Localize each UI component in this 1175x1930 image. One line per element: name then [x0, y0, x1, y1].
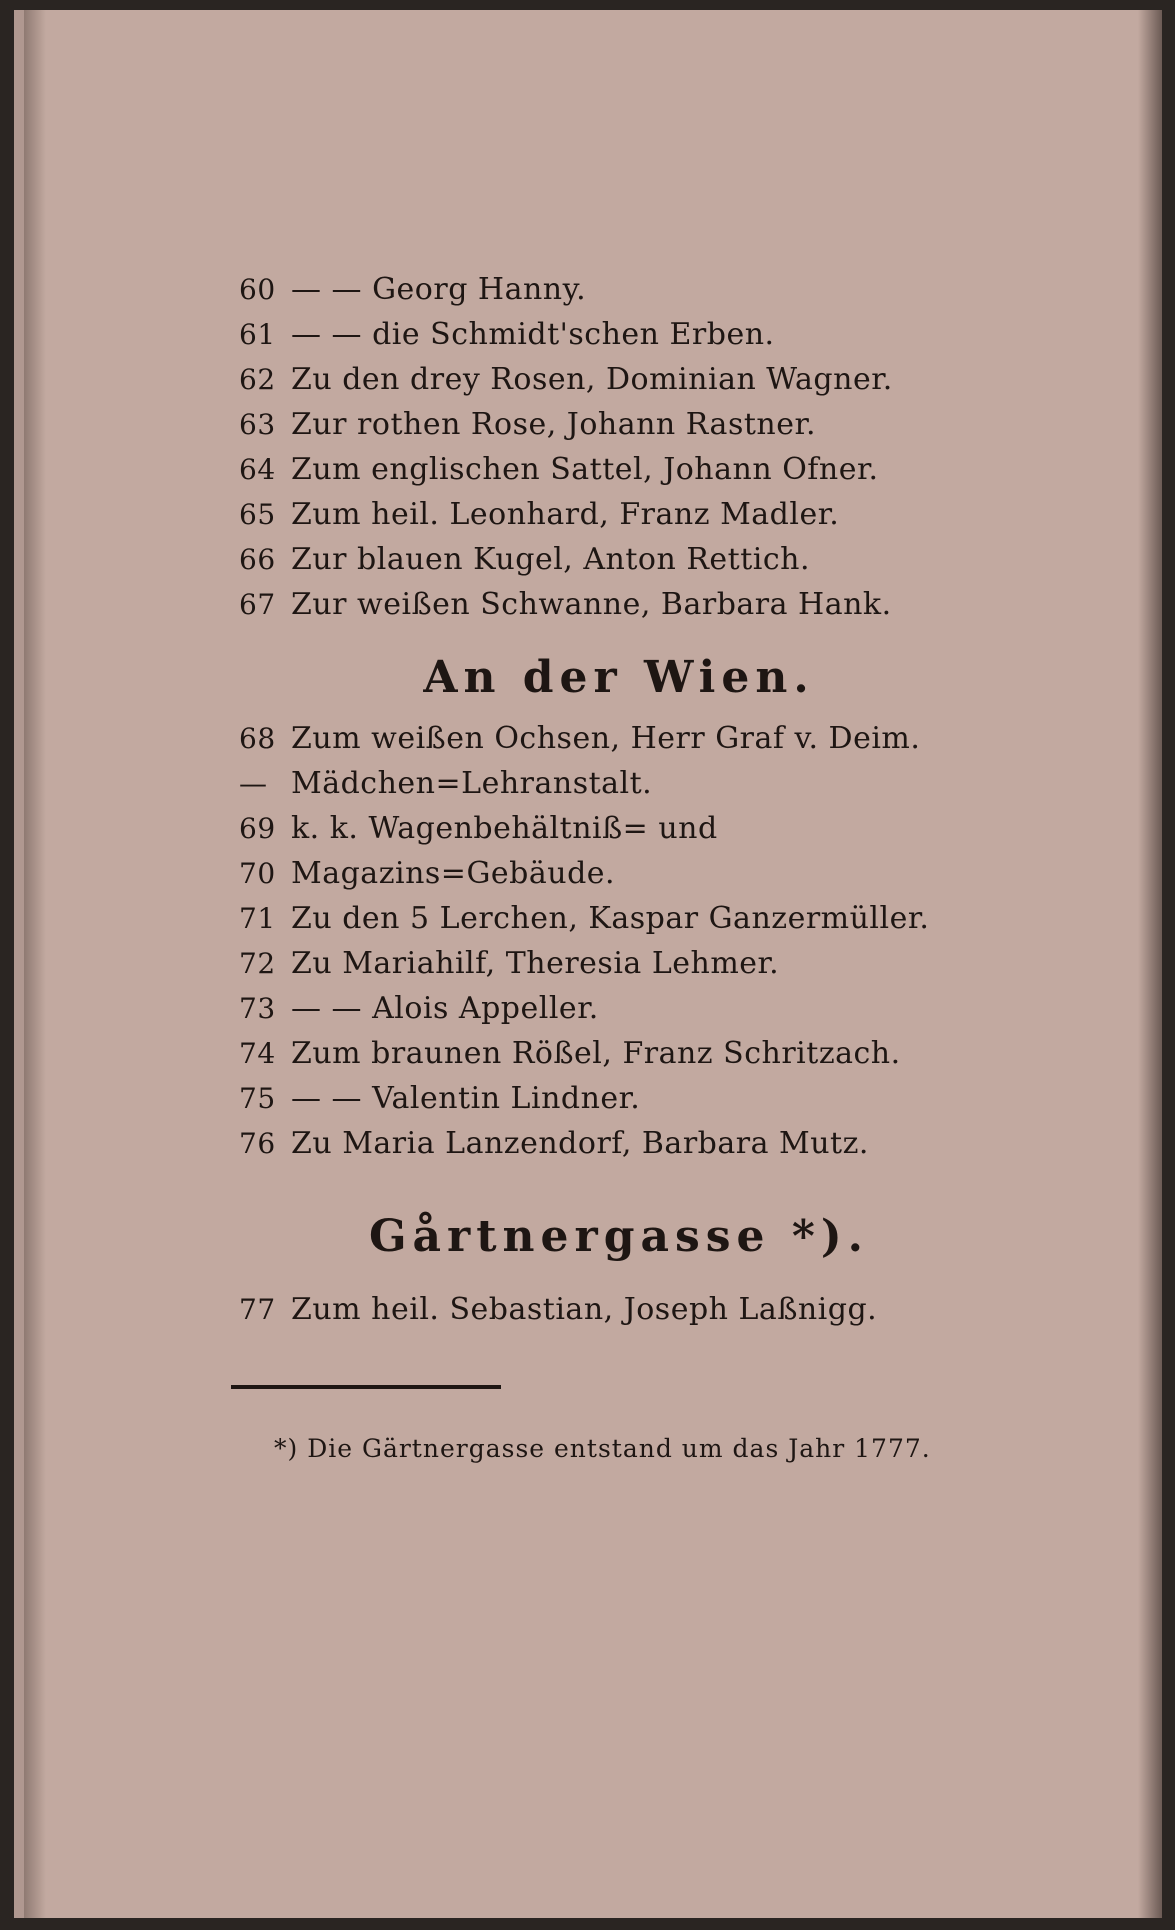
- entry-text: Zu den 5 Lerchen, Kaspar Ganzermüller.: [291, 901, 930, 936]
- list-item: [239, 407, 1059, 452]
- entry-number: 65: [239, 498, 276, 531]
- footnote-divider: [231, 1385, 501, 1389]
- entry-text: Zum englischen Sattel, Johann Ofner.: [291, 452, 879, 487]
- entry-number: 74: [239, 1037, 276, 1070]
- list-item: [239, 587, 1059, 632]
- list-item: [239, 766, 1059, 811]
- list-item: [239, 1292, 1059, 1337]
- entry-text: Mädchen=Lehranstalt.: [291, 766, 653, 801]
- entry-number: 68: [239, 722, 276, 755]
- list-item: [239, 272, 1059, 317]
- list-item: [239, 991, 1059, 1036]
- page-edge: [1138, 10, 1162, 1918]
- entry-number: 75: [239, 1082, 276, 1115]
- entry-number: 67: [239, 588, 276, 621]
- entry-text: Zu den drey Rosen, Dominian Wagner.: [291, 362, 893, 397]
- list-item: [239, 542, 1059, 587]
- section-2-list: [239, 721, 1059, 1171]
- entry-text: Zur weißen Schwanne, Barbara Hank.: [291, 587, 892, 622]
- list-item: [239, 362, 1059, 407]
- entry-number: 71: [239, 902, 276, 935]
- list-item: [239, 901, 1059, 946]
- entry-text: Zum braunen Rößel, Franz Schritzach.: [291, 1036, 901, 1071]
- entry-text: Zum heil. Leonhard, Franz Madler.: [291, 497, 840, 532]
- section-heading-gaertnergasse: Gårtnergasse *).: [368, 1211, 870, 1262]
- entry-number: 70: [239, 857, 276, 890]
- entry-text: — — die Schmidt'schen Erben.: [291, 317, 775, 352]
- page-content: [239, 272, 1059, 1463]
- list-item: [239, 1081, 1059, 1126]
- entry-number: 66: [239, 543, 276, 576]
- entry-number: —: [239, 767, 268, 800]
- entry-text: k. k. Wagenbehältniß= und: [291, 811, 718, 846]
- entry-number: 76: [239, 1127, 276, 1160]
- spine-shadow: [24, 10, 46, 1918]
- entry-text: Zu Maria Lanzendorf, Barbara Mutz.: [291, 1126, 869, 1161]
- list-item: [239, 1036, 1059, 1081]
- list-item: [239, 1126, 1059, 1171]
- footnote: *) Die Gärtnergasse entstand um das Jahr 1777.: [274, 1434, 931, 1463]
- list-item: [239, 811, 1059, 856]
- entry-number: 60: [239, 273, 276, 306]
- section-1-list: [239, 272, 1059, 632]
- list-item: [239, 497, 1059, 542]
- entry-number: 72: [239, 947, 276, 980]
- list-item: [239, 856, 1059, 901]
- entry-text: Zum heil. Sebastian, Joseph Laßnigg.: [291, 1292, 878, 1327]
- entry-number: 73: [239, 992, 276, 1025]
- entry-text: Zum weißen Ochsen, Herr Graf v. Deim.: [291, 721, 921, 756]
- section-3-list: [239, 1292, 1059, 1337]
- section-heading-an-der-wien: An der Wien.: [423, 652, 815, 703]
- entry-text: — — Alois Appeller.: [291, 991, 599, 1026]
- entry-text: — — Valentin Lindner.: [291, 1081, 641, 1116]
- entry-text: Zu Mariahilf, Theresia Lehmer.: [291, 946, 780, 981]
- entry-text: Magazins=Gebäude.: [291, 856, 616, 891]
- entry-number: 77: [239, 1293, 276, 1326]
- entry-number: 69: [239, 812, 276, 845]
- book-page: [14, 10, 1162, 1918]
- entry-text: Zur rothen Rose, Johann Rastner.: [291, 407, 817, 442]
- entry-text: Zur blauen Kugel, Anton Rettich.: [291, 542, 811, 577]
- entry-number: 63: [239, 408, 276, 441]
- entry-number: 64: [239, 453, 276, 486]
- entry-number: 62: [239, 363, 276, 396]
- list-item: [239, 946, 1059, 991]
- entry-text: — — Georg Hanny.: [291, 272, 587, 307]
- list-item: [239, 452, 1059, 497]
- list-item: [239, 317, 1059, 362]
- list-item: [239, 721, 1059, 766]
- entry-number: 61: [239, 318, 276, 351]
